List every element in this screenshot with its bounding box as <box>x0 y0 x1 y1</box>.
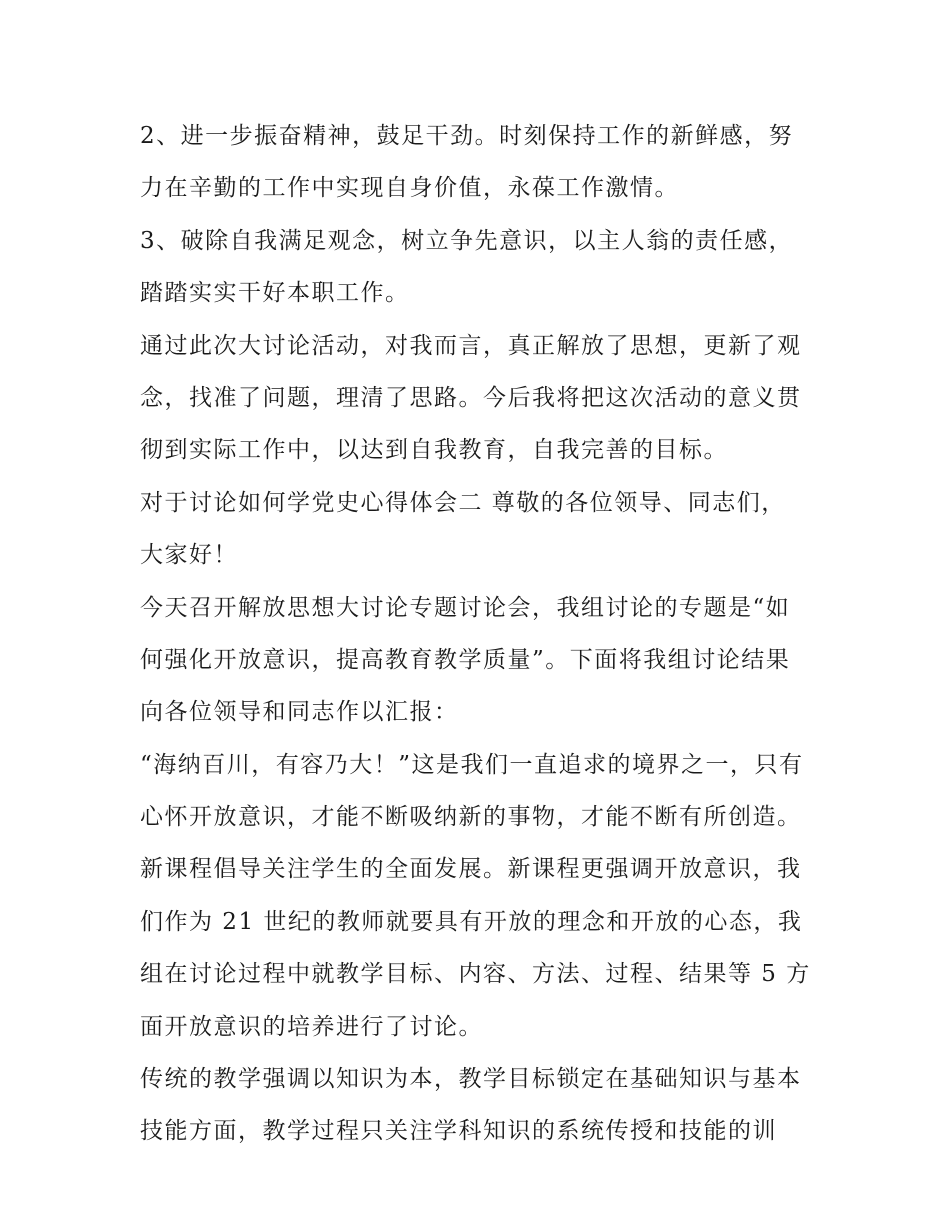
text-line: 对于讨论如何学党史心得体会二 尊敬的各位领导、同志们， <box>140 489 786 516</box>
text-line: 大家好！ <box>140 542 238 569</box>
text-line: 新课程倡导关注学生的全面发展。新课程更强调开放意识，我 <box>140 856 802 883</box>
text-line: 力在辛勤的工作中实现自身价值，永葆工作激情。 <box>140 175 679 202</box>
text-line: 向各位领导和同志作以汇报： <box>140 699 459 726</box>
text-line: 传统的教学强调以知识为本，教学目标锁定在基础知识与基本 <box>140 1066 802 1093</box>
text-line: 何强化开放意识，提高教育教学质量”。下面将我组讨论结果 <box>140 646 791 673</box>
text-line: 面开放意识的培养进行了讨论。 <box>140 1013 483 1040</box>
text-line: 2、进一步振奋精神，鼓足干劲。时刻保持工作的新鲜感，努 <box>140 123 794 149</box>
text-line: 技能方面，教学过程只关注学科知识的系统传授和技能的训 <box>140 1118 777 1145</box>
document-body <box>140 110 830 1158</box>
text-line: 心怀开放意识，才能不断吸纳新的事物，才能不断有所创造。 <box>140 804 802 831</box>
text-line: 念，找准了问题，理清了思路。今后我将把这次活动的意义贯 <box>140 384 802 411</box>
text-line: 们作为 21 世纪的教师就要具有开放的理念和开放的心态，我 <box>140 908 803 935</box>
text-line: “海纳百川，有容乃大！”这是我们一直追求的境界之一，只有 <box>140 751 804 778</box>
text-line: 组在讨论过程中就教学目标、内容、方法、过程、结果等 5 方 <box>140 961 811 988</box>
text-line: 今天召开解放思想大讨论专题讨论会，我组讨论的专题是“如 <box>140 594 791 621</box>
text-line: 通过此次大讨论活动，对我而言，真正解放了思想，更新了观 <box>140 332 802 359</box>
text-line: 踏踏实实干好本职工作。 <box>140 280 410 307</box>
text-line: 彻到实际工作中，以达到自我教育，自我完善的目标。 <box>140 437 728 464</box>
text-line: 3、破除自我满足观念，树立争先意识，以主人翁的责任感， <box>140 227 794 254</box>
